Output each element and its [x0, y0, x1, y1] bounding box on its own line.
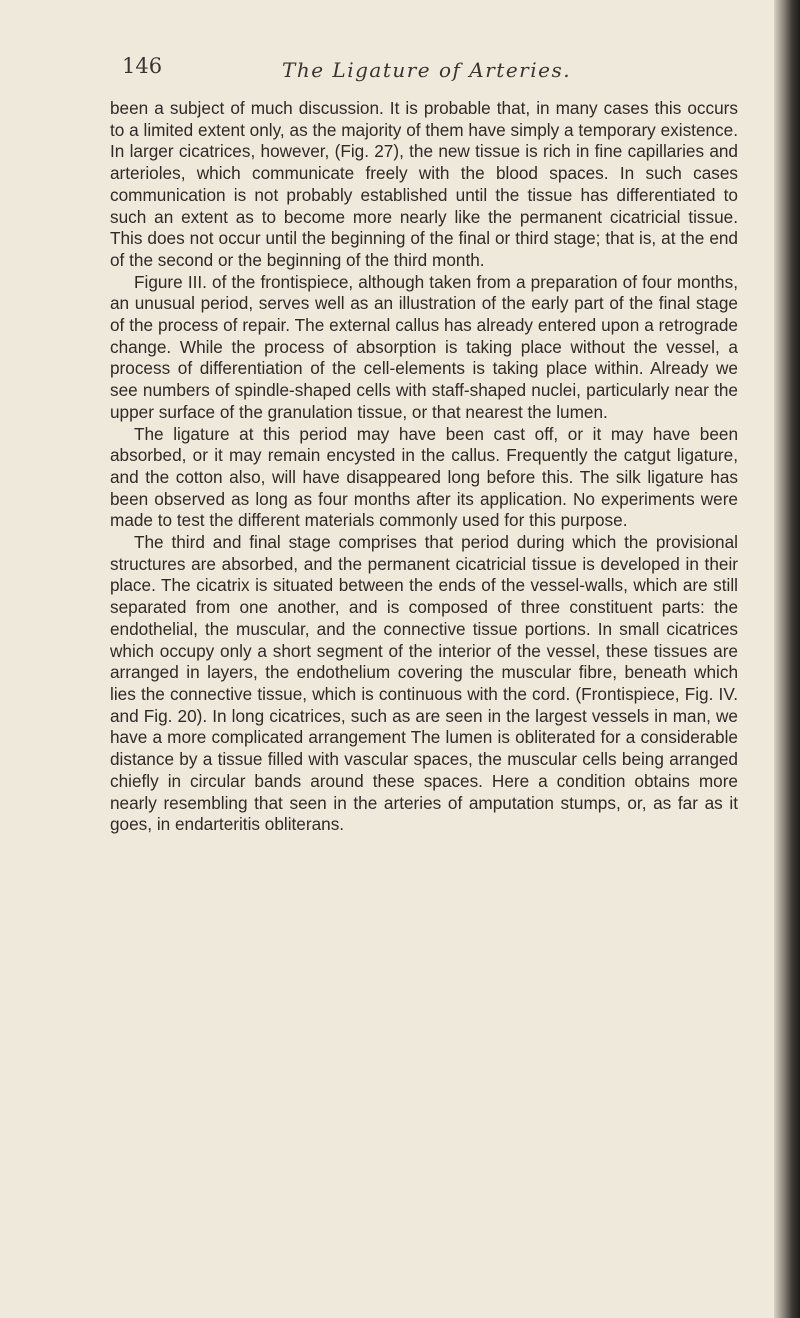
paragraph-ligature: The ligature at this period may have been cast off, or it may have been absorbed, or it may remain encysted in the callus. Frequently the catgut ligature, and the cotton also, will have disappeared long before this. The silk ligature has been observed as long as four months after its application. No experiments were made to test the different materials commonly used for this purpose.: [110, 423, 738, 531]
paragraph-continuation: been a subject of much discussion. It is probable that, in many cases this occurs to a limited extent only, as the majority of them have simply a temporary existence. In larger cicatrices, however, (Fig. 27), the new tissue is rich in fine capillaries and arterioles, which communicate freely with the blood spaces. In such cases communication is not probably established until the tissue has differentiated to such an extent as to become more nearly like the permanent cicatricial tissue. This does not occur until the beginning of the final or third stage; that is, at the end of the second or the beginning of the third month.: [110, 98, 738, 270]
page-number: 146: [122, 54, 163, 78]
paragraph-frontispiece: Figure III. of the frontispiece, although taken from a preparation of four months, an unusual period, serves well as an illustration of the early part of the final stage of the process of repair. The external callus has already entered upon a retrograde change. While the process of absorption is taking place without the vessel, a process of differentiation of the cell-elements is taking place within. Already we see numbers of spindle-shaped cells with staff-shaped nuclei, particularly near the upper surface of the granulation tissue, or that nearest the lumen.: [110, 271, 738, 422]
page-header: [122, 54, 682, 88]
page-edge-shadow: [774, 0, 800, 1318]
body-text: [110, 98, 738, 836]
paragraph-third-stage: The third and final stage comprises that period during which the provisional structures are absorbed, and the permanent cicatricial tissue is developed in their place. The cicatrix is situated between the ends of the vessel-walls, which are still separated from one another, and is composed of three constituent parts: the endothelial, the muscular, and the connective tissue portions. In small cicatrices which occupy only a short segment of the interior of the vessel, these tissues are arranged in layers, the endothelium covering the muscular fibre, beneath which lies the connective tissue, which is continuous with the cord. (Frontispiece, Fig. IV. and Fig. 20). In long cicatrices, such as are seen in the largest vessels in man, we have a more complicated arrangement The lumen is obliterated for a considerable distance by a tissue filled with vascular spaces, the muscular cells being arranged chiefly in circular bands around these spaces. Here a condition obtains more nearly resembling that seen in the arteries of amputation stumps, or, as far as it goes, in endarteritis obliterans.: [110, 532, 738, 835]
running-title: The Ligature of Arteries.: [282, 58, 572, 82]
